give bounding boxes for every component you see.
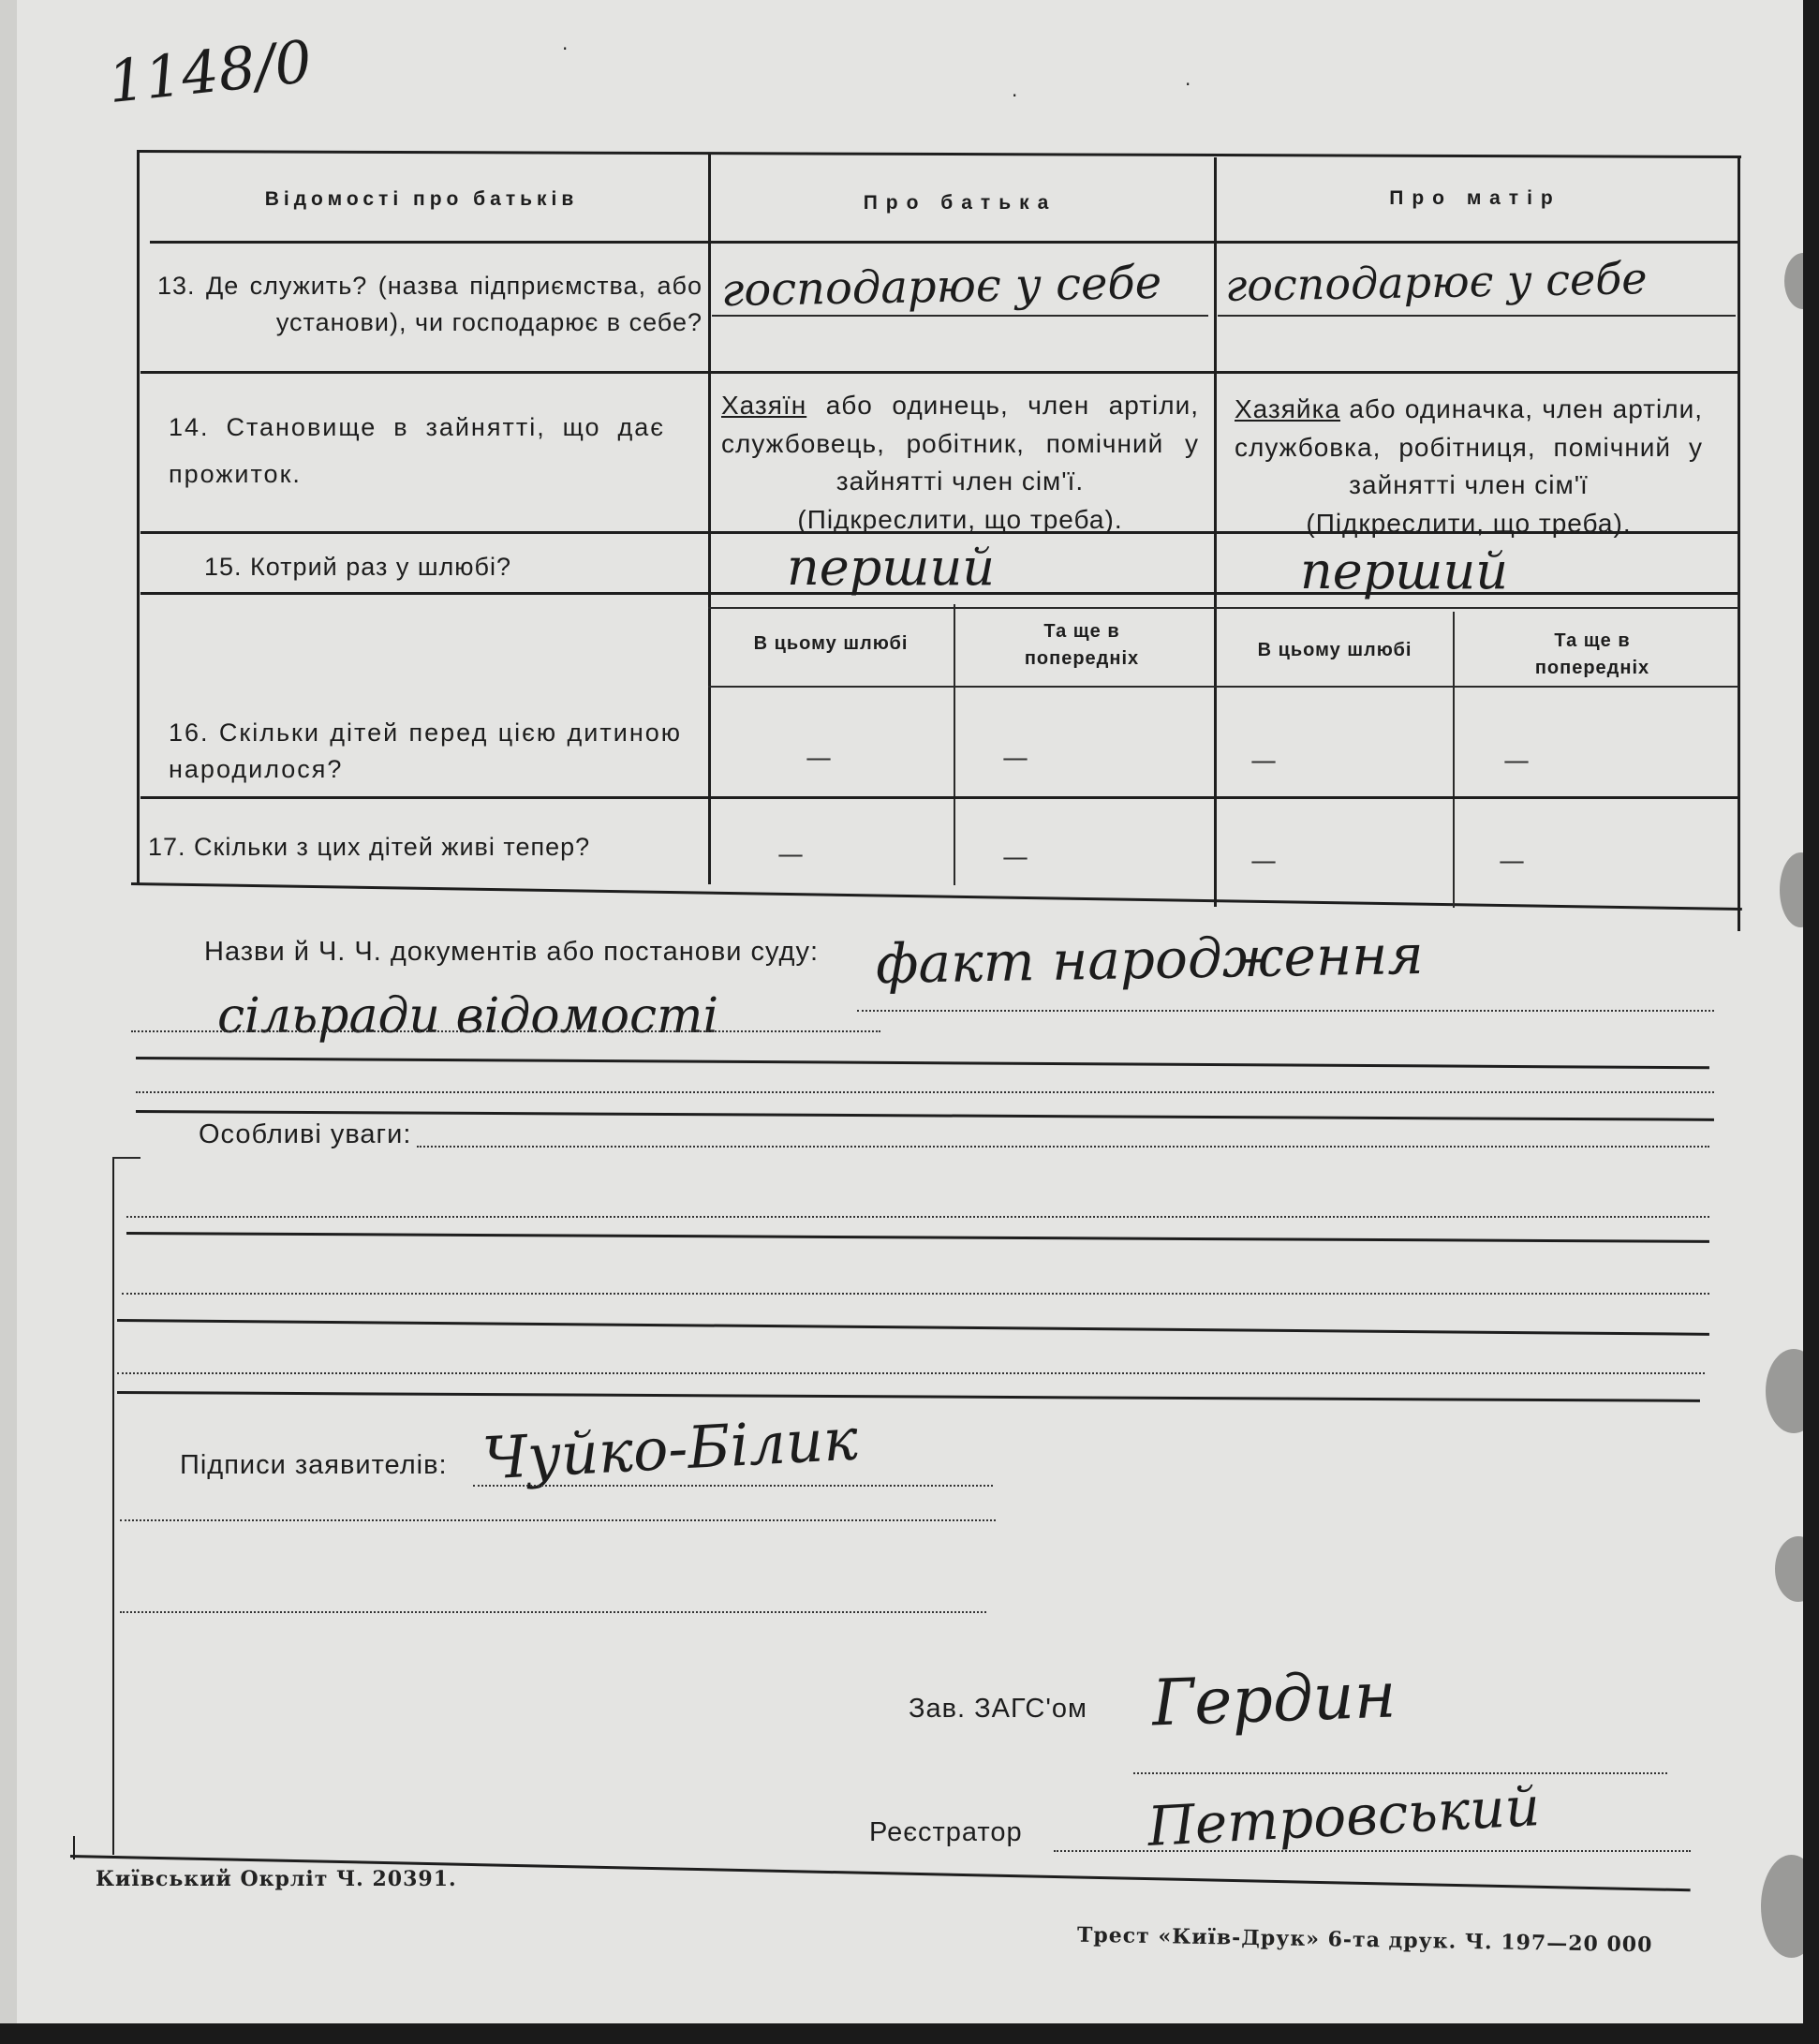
q14-mother-selected: Хазяйка xyxy=(1235,394,1341,423)
q14-label: 14. Становище в зайнятті, що дає прожиток. xyxy=(169,413,665,488)
punch-hole xyxy=(1775,1536,1803,1602)
q15-label: 15. Котрий раз у шлюбі? xyxy=(204,553,511,581)
speck: · xyxy=(1185,73,1191,96)
registrar-label: Реєстратор xyxy=(869,1817,1023,1847)
remarks-line-2 xyxy=(126,1232,1709,1243)
remarks-label: Особливі уваги: xyxy=(199,1119,412,1149)
documents-answer-line1: факт народження xyxy=(875,922,1425,997)
speck: · xyxy=(1012,84,1018,107)
registrar-signature: Петровський xyxy=(1146,1774,1542,1859)
remarks-line-1 xyxy=(126,1216,1709,1218)
q17-value-3: — xyxy=(1250,845,1277,876)
q13-mother-answer: господарює у себе xyxy=(1224,253,1648,311)
q17-value-1: — xyxy=(777,838,804,869)
documents-line-1 xyxy=(857,1010,1714,1012)
punch-hole xyxy=(1766,1349,1803,1433)
q16-value-3: — xyxy=(1250,745,1277,776)
bottom-left-border xyxy=(73,1836,75,1859)
applicants-line-3 xyxy=(120,1611,986,1613)
corner-note: 1148/0 xyxy=(104,26,316,117)
remarks-line-0 xyxy=(417,1146,1709,1148)
q15-father-answer: перший xyxy=(787,538,996,597)
q16-label: 16. Скільки дітей перед цією дитиною народилося? xyxy=(169,718,682,784)
applicants-label: Підписи заявителів: xyxy=(180,1450,448,1480)
speck: · xyxy=(562,37,569,60)
documents-line-3 xyxy=(136,1057,1709,1069)
punch-hole xyxy=(1780,852,1803,927)
q17-label: 17. Скільки з цих дітей живі тепер? xyxy=(148,833,591,861)
q16-sub-prev-mother: Та ще в попередніх xyxy=(1534,630,1650,678)
documents-answer-line2: сільради відомості xyxy=(217,988,719,1044)
q17-value-2: — xyxy=(1002,841,1028,872)
documents-label: Назви й Ч. Ч. документів або постанови суду: xyxy=(204,937,820,967)
q14-father-selected: Хазяїн xyxy=(721,391,807,420)
footer-right: Трест «Київ-Друк» 6-та друк. Ч. 197—20 000 xyxy=(1076,1922,1653,1958)
header-about-father: Про батька xyxy=(863,192,1057,214)
header-about-parents: Відомості про батьків xyxy=(264,188,579,210)
q14-mother-rest: або одиначка, член артіли, службовка, робітниця, помічний у зайнятті член сім'ї xyxy=(1235,394,1703,500)
punch-hole xyxy=(1761,1855,1803,1958)
q14-father-rest: або одинець, член артіли, службовець, робітник, помічний у зайнятті член сім'ї. xyxy=(721,391,1200,496)
footer-left: Київський Окрліт Ч. 20391. xyxy=(96,1867,457,1891)
applicants-signature: Чуйко-Білик xyxy=(481,1404,860,1493)
q16-value-4: — xyxy=(1503,745,1530,776)
q16-sub-prev-father: Та ще в попередніх xyxy=(1024,621,1140,669)
head-line xyxy=(1133,1772,1667,1774)
q16-sub-this-father: В цьому шлюбі xyxy=(753,633,909,654)
header-about-mother: Про матір xyxy=(1389,187,1561,209)
q13-father-answer: господарює у себе xyxy=(720,256,1162,318)
documents-line-4 xyxy=(136,1091,1714,1093)
head-label: Зав. ЗАГС'ом xyxy=(909,1694,1087,1724)
q14-father-options xyxy=(721,387,1199,539)
applicants-line-2 xyxy=(120,1519,996,1521)
registrar-line xyxy=(1054,1850,1691,1852)
q16-sub-this-mother: В цьому шлюбі xyxy=(1257,640,1412,660)
q15-mother-answer: перший xyxy=(1300,541,1509,600)
remarks-left-border xyxy=(112,1157,114,1855)
q14-father-note: (Підкреслити, що треба). xyxy=(797,504,1123,534)
q16-value-2: — xyxy=(1002,742,1028,773)
applicants-line-1 xyxy=(473,1485,993,1487)
remarks-top-border xyxy=(112,1157,140,1159)
remarks-line-6 xyxy=(117,1391,1700,1402)
q13-label: 13. Де служить? (назва підприємства, або установи), чи господарює в себе? xyxy=(157,272,702,337)
remarks-line-5 xyxy=(117,1372,1705,1374)
documents-line-2 xyxy=(131,1030,880,1032)
head-signature: Гердин xyxy=(1150,1658,1398,1741)
q14-mother-note: (Підкреслити, що треба). xyxy=(1306,508,1632,538)
q14-mother-options xyxy=(1235,391,1703,542)
punch-hole xyxy=(1784,253,1803,309)
remarks-line-4 xyxy=(117,1319,1709,1336)
remarks-line-3 xyxy=(122,1293,1709,1295)
q17-value-4: — xyxy=(1499,845,1525,876)
q16-value-1: — xyxy=(806,742,832,773)
